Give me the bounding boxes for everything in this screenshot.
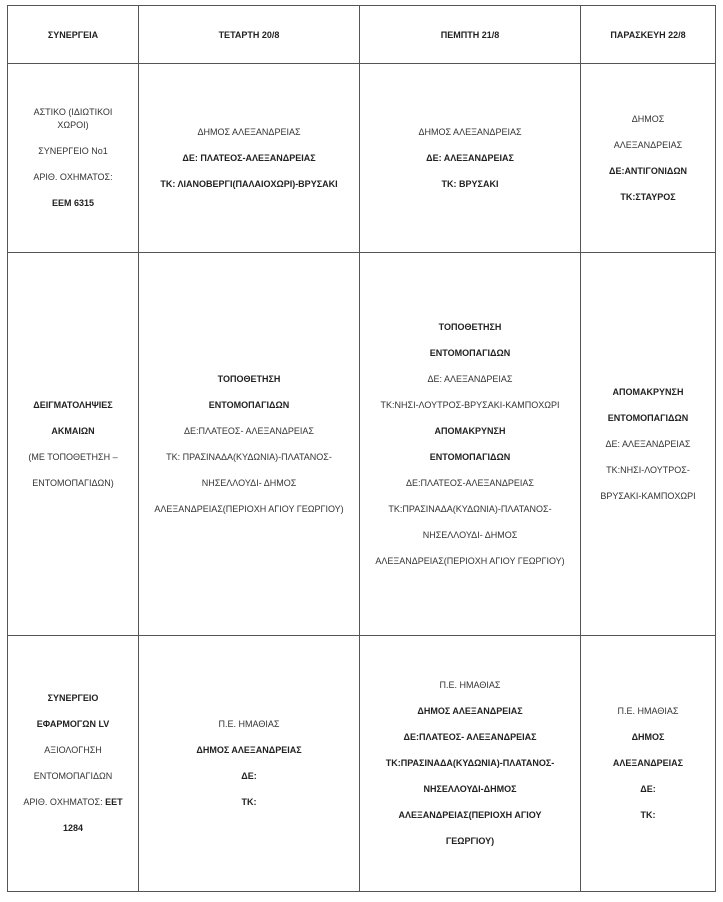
header-crews: ΣΥΝΕΡΓΕΙΑ — [8, 6, 139, 64]
cell-line: ΔΕ:ΑΝΤΙΓΟΝΙΔΩΝ — [608, 165, 688, 176]
cell-line: ΔΕ: ΑΛΕΞΑΝΔΡΕΙΑΣ — [426, 152, 514, 163]
vehicle-number: ΕΕΤ — [105, 797, 123, 807]
cell-line: ΔΗΜΟΣ ΑΛΕΞΑΝΔΡΕΙΑΣ — [196, 745, 302, 755]
cell-line: ΕΝΤΟΜΟΠΑΓΙΔΩΝ) — [32, 477, 114, 488]
cell-line: ΔΗΜΟΣ ΑΛΕΞΑΝΔΡΕΙΑΣ — [197, 126, 301, 137]
cell-line: ΑΡΙΘ. ΟΧΗΜΑΤΟΣ: — [23, 797, 103, 807]
cell-line: ΤΚ:ΠΡΑΣΙΝΑΔΑ(ΚΥΔΩΝΙΑ)-ΠΛΑΤΑΝΟΣ- — [385, 758, 555, 768]
cell-line: ΕΝΤΟΜΟΠΑΓΙΔΩΝ — [208, 399, 290, 410]
vehicle-number: 1284 — [62, 823, 84, 833]
cell-line: ΑΛΕΞΑΝΔΡΕΙΑΣ — [613, 139, 683, 150]
cell-line: ΤΚ:ΝΗΣΙ-ΛΟΥΤΡΟΣ- — [606, 464, 690, 475]
cell-line: ΕΝΤΟΜΟΠΑΓΙΔΩΝ — [429, 451, 511, 462]
cell-line: ΕΦΑΡΜΟΓΩΝ LV — [36, 719, 110, 729]
cell-line: ΤΚ:ΝΗΣΙ-ΛΟΥΤΡΟΣ-ΒΡΥΣΑΚΙ-ΚΑΜΠΟΧΩΡΙ — [380, 399, 560, 410]
cell-line: ΔΕ:ΠΛΑΤΕΟΣ-ΑΛΕΞΑΝΔΡΕΙΑΣ — [406, 477, 534, 488]
cell-line: ΑΣΤΙΚΟ (ΙΔΙΩΤΙΚΟΙ — [33, 107, 113, 117]
cell-line: ΑΚΜΑΙΩΝ — [51, 425, 95, 436]
cell-line: ΔΕ: — [241, 771, 257, 781]
cell-line: ΔΗΜΟΣ ΑΛΕΞΑΝΔΡΕΙΑΣ — [417, 706, 523, 716]
cell-line: ΤΟΠΟΘΕΤΗΣΗ — [217, 373, 281, 384]
cell-line: ΝΗΣΕΛΛΟΥΔΙ- ΔΗΜΟΣ — [201, 477, 297, 488]
cell-line: ΔΕ:ΠΛΑΤΕΟΣ- ΑΛΕΞΑΝΔΡΕΙΑΣ — [403, 732, 537, 742]
cell-line: ΑΛΕΞΑΝΔΡΕΙΑΣ(ΠΕΡΙΟΧΗ ΑΓΙΟΥ ΓΕΩΡΓΙΟΥ) — [375, 555, 565, 566]
cell-line: ΤΚ: — [640, 810, 656, 820]
cell-line: ΑΠΟΜΑΚΡΥΝΣΗ — [612, 386, 684, 397]
cell-line: ΔΕ:ΠΛΑΤΕΟΣ- ΑΛΕΞΑΝΔΡΕΙΑΣ — [184, 425, 314, 436]
header-thursday: ΠΕΜΠΤΗ 21/8 — [360, 6, 581, 64]
crew-cell — [8, 253, 139, 636]
cell-line: ΓΕΩΡΓΙΟΥ) — [445, 836, 495, 846]
table-row — [8, 636, 716, 892]
cell-line: ΔΗΜΟΣ — [631, 732, 665, 742]
cell-line: ΔΕ: ΑΛΕΞΑΝΔΡΕΙΑΣ — [605, 438, 691, 449]
header-friday: ΠΑΡΑΣΚΕΥΗ 22/8 — [581, 6, 716, 64]
crew-cell — [8, 636, 139, 892]
cell-line: Π.Ε. ΗΜΑΘΙΑΣ — [218, 719, 280, 729]
cell-line: ΤΟΠΟΘΕΤΗΣΗ — [438, 321, 502, 332]
cell-line: ΣΥΝΕΡΓΕΙΟ Νο1 — [38, 146, 108, 156]
cell-line: ΔΗΜΟΣ — [631, 113, 665, 124]
cell-line: ΔΕ: — [640, 784, 656, 794]
cell-line: ΑΞΙΟΛΟΓΗΣΗ — [44, 745, 102, 755]
table-row — [8, 253, 716, 636]
cell-line: ΝΗΣΕΛΛΟΥΔΙ- ΔΗΜΟΣ — [422, 529, 518, 540]
table-row — [8, 64, 716, 253]
crew-cell — [8, 64, 139, 253]
cell-line: Π.Ε. ΗΜΑΘΙΑΣ — [439, 680, 501, 690]
cell-line: ΤΚ: ΛΙΑΝΟΒΕΡΓΙ(ΠΑΛΑΙΟΧΩΡΙ)-ΒΡΥΣΑΚΙ — [160, 178, 338, 189]
cell-line: ΑΠΟΜΑΚΡΥΝΣΗ — [434, 425, 506, 436]
schedule-cell — [581, 253, 716, 636]
schedule-cell — [139, 64, 360, 253]
schedule-cell — [581, 636, 716, 892]
cell-line: ΧΩΡΟΙ) — [57, 120, 89, 130]
vehicle-number: ΕΕΜ 6315 — [51, 198, 95, 208]
cell-line: (ΜΕ ΤΟΠΟΘΕΤΗΣΗ – — [28, 451, 118, 462]
cell-line: ΒΡΥΣΑΚΙ-ΚΑΜΠΟΧΩΡΙ — [600, 490, 696, 501]
cell-line: ΤΚ: ΠΡΑΣΙΝΑΔΑ(ΚΥΔΩΝΙΑ)-ΠΛΑΤΑΝΟΣ- — [166, 451, 332, 462]
schedule-table — [7, 5, 716, 892]
cell-line: ΕΝΤΟΜΟΠΑΓΙΔΩΝ — [33, 771, 113, 781]
header-wednesday: ΤΕΤΑΡΤΗ 20/8 — [139, 6, 360, 64]
cell-line: ΤΚ: — [241, 797, 257, 807]
cell-line: ΔΗΜΟΣ ΑΛΕΞΑΝΔΡΕΙΑΣ — [418, 126, 522, 137]
cell-line: Π.Ε. ΗΜΑΘΙΑΣ — [617, 706, 679, 716]
schedule-cell — [360, 253, 581, 636]
cell-line: ΑΡΙΘ. ΟΧΗΜΑΤΟΣ: — [33, 172, 113, 182]
cell-line: ΔΕΙΓΜΑΤΟΛΗΨΙΕΣ — [33, 399, 113, 410]
header-row — [8, 6, 716, 64]
cell-line: ΑΛΕΞΑΝΔΡΕΙΑΣ — [612, 758, 684, 768]
cell-line: ΔΕ: ΑΛΕΞΑΝΔΡΕΙΑΣ — [427, 373, 513, 384]
schedule-cell — [360, 636, 581, 892]
cell-line: ΣΥΝΕΡΓΕΙΟ — [47, 693, 99, 703]
cell-line: ΔΕ: ΠΛΑΤΕΟΣ-ΑΛΕΞΑΝΔΡΕΙΑΣ — [182, 152, 316, 163]
cell-line: ΤΚ: ΒΡΥΣΑΚΙ — [441, 178, 499, 189]
cell-line: ΕΝΤΟΜΟΠΑΓΙΔΩΝ — [429, 347, 511, 358]
cell-line: ΝΗΣΕΛΛΟΥΔΙ-ΔΗΜΟΣ — [423, 784, 517, 794]
cell-line: ΤΚ:ΣΤΑΥΡΟΣ — [620, 191, 676, 202]
cell-line: ΕΝΤΟΜΟΠΑΓΙΔΩΝ — [607, 412, 689, 423]
schedule-cell — [360, 64, 581, 253]
schedule-cell — [139, 636, 360, 892]
schedule-cell — [139, 253, 360, 636]
cell-line: ΤΚ:ΠΡΑΣΙΝΑΔΑ(ΚΥΔΩΝΙΑ)-ΠΛΑΤΑΝΟΣ- — [388, 503, 552, 514]
schedule-cell — [581, 64, 716, 253]
cell-line: ΑΛΕΞΑΝΔΡΕΙΑΣ(ΠΕΡΙΟΧΗ ΑΓΙΟΥ — [398, 810, 542, 820]
cell-line: ΑΛΕΞΑΝΔΡΕΙΑΣ(ΠΕΡΙΟΧΗ ΑΓΙΟΥ ΓΕΩΡΓΙΟΥ) — [154, 503, 344, 514]
